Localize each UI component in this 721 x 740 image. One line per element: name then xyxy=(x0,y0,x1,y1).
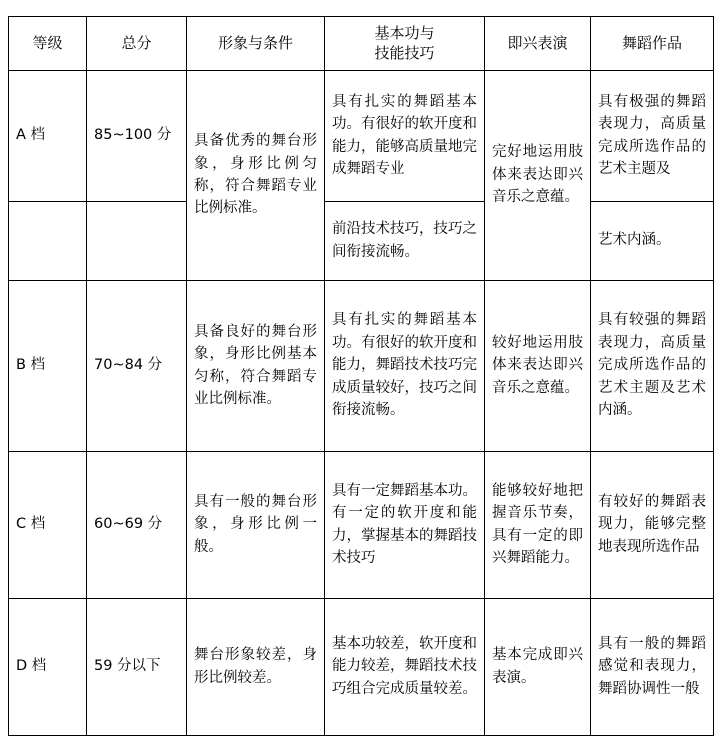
cell-works-b: 具有较强的舞蹈表现力，高质量完成所选作品的艺术主题及艺术内涵。 xyxy=(591,280,714,451)
cell-score-b: 70~84 分 xyxy=(87,280,187,451)
table-header xyxy=(9,17,714,71)
cell-basic-a: 具有扎实的舞蹈基本功。有很好的软开度和能力，能够高质量地完成舞蹈专业 xyxy=(325,70,485,201)
column-header-score: 总分 xyxy=(87,17,187,71)
cell-level-a-cont xyxy=(9,201,87,280)
column-header-basic-line1: 基本功与 xyxy=(374,24,435,42)
top-note xyxy=(8,6,713,14)
cell-improvisation-a: 完好地运用肢体来表达即兴音乐之意蕴。 xyxy=(485,70,591,280)
column-header-level: 等级 xyxy=(9,17,87,71)
cell-image-b: 具备良好的舞台形象，身形比例基本匀称，符合舞蹈专业比例标准。 xyxy=(187,280,325,451)
table-row xyxy=(9,280,714,451)
cell-level-b: B 档 xyxy=(9,280,87,451)
table-row xyxy=(9,70,714,201)
cell-score-a: 85~100 分 xyxy=(87,70,187,201)
cell-basic-d: 基本功较差，软开度和能力较差，舞蹈技术技巧组合完成质量较差。 xyxy=(325,598,485,735)
cell-works-a: 具有极强的舞蹈表现力，高质量完成所选作品的艺术主题及 xyxy=(591,70,714,201)
cell-score-a-cont xyxy=(87,201,187,280)
cell-score-c: 60~69 分 xyxy=(87,451,187,598)
cell-basic-b: 具有扎实的舞蹈基本功。有很好的软开度和能力，舞蹈技术技巧完成质量较好，技巧之间衔接流畅。 xyxy=(325,280,485,451)
cell-works-c: 有较好的舞蹈表现力，能够完整地表现所选作品 xyxy=(591,451,714,598)
cell-level-d: D 档 xyxy=(9,598,87,735)
table-row xyxy=(9,451,714,598)
cell-improvisation-d: 基本完成即兴表演。 xyxy=(485,598,591,735)
cell-level-c: C 档 xyxy=(9,451,87,598)
cell-works-a-cont: 艺术内涵。 xyxy=(591,201,714,280)
grade-criteria-table xyxy=(8,16,714,736)
cell-works-d: 具有一般的舞蹈感觉和表现力，舞蹈协调性一般 xyxy=(591,598,714,735)
cell-improvisation-b: 较好地运用肢体来表达即兴音乐之意蕴。 xyxy=(485,280,591,451)
table-row xyxy=(9,598,714,735)
cell-basic-c: 具有一定舞蹈基本功。有一定的软开度和能力，掌握基本的舞蹈技术技巧 xyxy=(325,451,485,598)
column-header-improvisation: 即兴表演 xyxy=(485,17,591,71)
table-header-row xyxy=(9,17,714,71)
cell-image-d: 舞台形象较差，身形比例较差。 xyxy=(187,598,325,735)
cell-basic-a-cont: 前沿技术技巧，技巧之间衔接流畅。 xyxy=(325,201,485,280)
cell-score-d: 59 分以下 xyxy=(87,598,187,735)
cell-image-c: 具有一般的舞台形象，身形比例一般。 xyxy=(187,451,325,598)
cell-level-a: A 档 xyxy=(9,70,87,201)
column-header-basic xyxy=(325,17,485,71)
cell-image-a: 具备优秀的舞台形象，身形比例匀称，符合舞蹈专业比例标准。 xyxy=(187,70,325,280)
column-header-image: 形象与条件 xyxy=(187,17,325,71)
column-header-works: 舞蹈作品 xyxy=(591,17,714,71)
table-row xyxy=(9,201,714,280)
column-header-basic-line2: 技能技巧 xyxy=(374,44,435,63)
cell-improvisation-c: 能够较好地把握音乐节奏，具有一定的即兴舞蹈能力。 xyxy=(485,451,591,598)
table-body xyxy=(9,70,714,735)
